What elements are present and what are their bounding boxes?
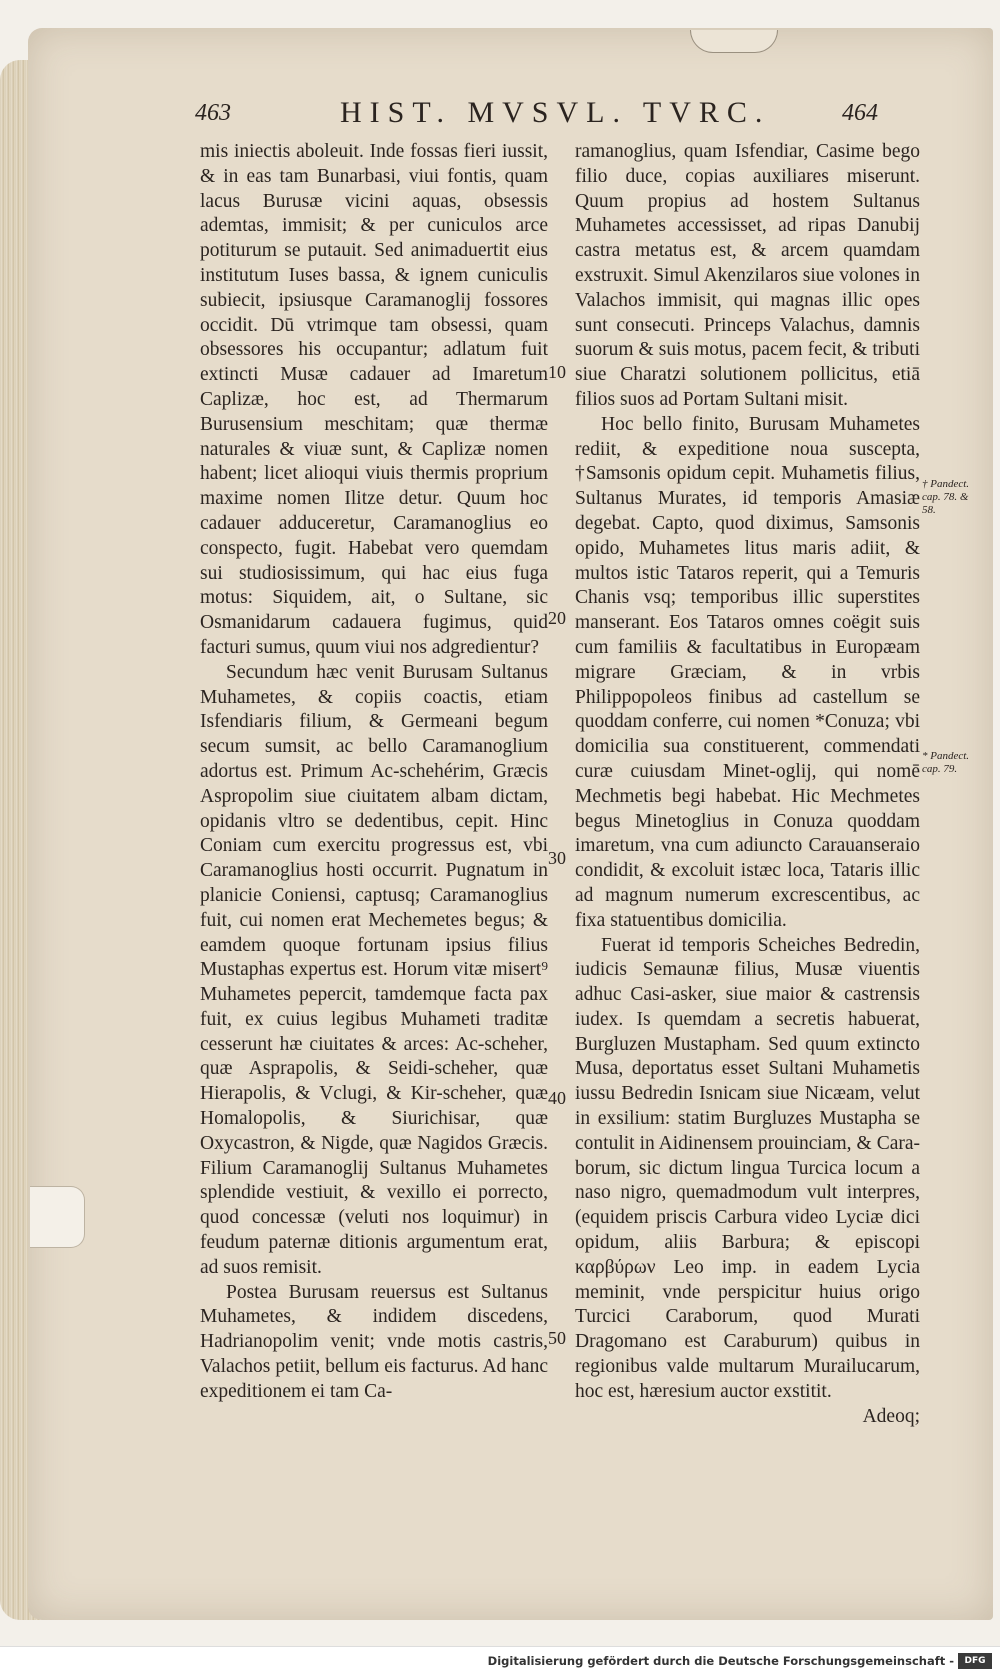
right-paragraph-3: Fuerat id temporis Scheiches Bedredin, iudicis Semaunæ filius, Musæ viuentis adhuc Casi-asker, siue maior & castrensis iudex. Is quemdam a secretis habuerat, Burgluzen Mustapham. Sed quum extincto Musa, deportatus esset Sultani Muhametis iussu Bedredin Isnicam siue Nicæam, velut in exsilium: statim Burgluzes Mustapha se contulit in Aidinensem prouinciam, & Cara-borum, sic dictum lingua Turcica locum a naso nigro, quemadmodum vult interpres, (equidem priscis Carbura video Lyciæ dici opidum, aliis Barbura; & episcopi καρβύρων Leo imp. in eadem Lycia meminit, vnde perspicitur huius origo Turcici Caraborum, quod Murati Dragomano est Caraburum) quibus in regionibus valde multarum Murailucarum, hoc est, hæresium auctor exstitit.: [575, 934, 920, 1402]
line-number-50: 50: [548, 1328, 566, 1348]
left-column: [200, 140, 548, 1405]
margin-note-pandect-78: † Pandect. cap. 78. & 58.: [922, 478, 970, 516]
line-number-10: 10: [548, 362, 566, 382]
catchword: Adeoq;: [862, 1405, 920, 1427]
digitization-footer: [0, 1646, 1000, 1677]
line-number-20: 20: [548, 608, 566, 628]
page-number-left: 463: [195, 100, 231, 126]
dfg-logo-icon: DFG: [958, 1653, 992, 1669]
right-column: [575, 140, 920, 1429]
line-number-40: 40: [548, 1088, 566, 1108]
right-paragraph-1: ramanoglius, quam Isfendiar, Casime bego filio duce, copias auxiliares miserunt. Quum propius ad hostem Sultanus Muhametes accessisset, ad ripas Danubij castra metatus est, & arcem quamdam exstruxit. Simul Akenzilaros siue volones in Valachos immisit, qui magnas illic opes sunt consecuti. Princeps Valachus, damnis suorum & suis motus, pacem fecit, & tributi siue Charatzi solutionem pollicitus, etiā filios suos ad Portam Sultani misit.: [575, 141, 920, 410]
margin-note-pandect-79: * Pandect. cap. 79.: [922, 750, 970, 775]
left-paragraph-3: Postea Burusam reuersus est Sultanus Muhametes, & indidem discedens, Hadrianopolim venit; vnde motis castris, Valachos petiit, bellum eis facturus. Ad hanc expeditionem ei tam Ca-: [200, 1281, 548, 1402]
right-paragraph-2: Hoc bello finito, Burusam Muhametes rediit, & expeditione noua suscepta, †Samsonis opidum cepit. Muhametis filius, Sultanus Murates, id temporis Amasiæ degebat. Capto, quod diximus, Samsonis opido, Muhametes litus maris adiit, & multos istic Tataros reperit, qui a Temuris Chanis vsq; temporibus illic superstites manserant. Eos Tataros omnes coëgit suis cum familiis & facultatibus in Europæam migrare Græciam, & in vrbis Philippopoleos finibus ad castellum se quoddam conferre, cui nomen *Conuza; vbi domicilia sua constituerent, commendati curæ cuiusdam Minet-oglij, qui nomē Mechmetis begi habebat. Hic Mechmetes begus Minetoglius in Conuza quoddam imaretum, vna cum adiuncto Carauanseraio condidit, & excoluit istæc loca, Tataris illic ad magnum numerum excrescentibus, ac fixa statuentibus domicilia.: [575, 413, 920, 931]
page-header: [0, 96, 1000, 136]
line-number-30: 30: [548, 848, 566, 868]
bookmark-strip: [30, 1186, 85, 1248]
footer-credit: Digitalisierung gefördert durch die Deutsche Forschungsgemeinschaft -: [487, 1654, 954, 1668]
page-tab-mark: [690, 30, 778, 53]
page-number-right: 464: [842, 100, 878, 126]
left-paragraph-1: mis iniectis aboleuit. Inde fossas fieri iussit, & in eas tam Bunarbasi, viui fontis, quam lacus Burusæ vicini aquas, obsessis ademtas, immisit; & per cuniculos arce potiturum se putauit. Sed animaduertit eius institutum Iuses bassa, & ignem cuniculis subiecit, ipsiusque Caramanoglij fossores occidit. Dū vtrimque tam obsessi, quam obsessores his occupantur; adlatum fuit extincti Musæ cadauer ad Imaretum Caplizæ, hoc est, ad Thermarum Burusensium meschitam; quæ thermæ naturales & viuæ sunt, & Caplizæ nomen habent; licet alioqui viuis thermis proprium maxime nomen Ilitze detur. Quum hoc cadauer adduceretur, Caramanoglius eo conspecto, fugit. Habebat vero quemdam sui studiosissimum, qui hac eius fuga motus: Siquidem, ait, o Sultane, sic Osmanidarum cadauera fugimus, quid facturi sumus, quum viui nos adgredientur?: [200, 141, 548, 658]
left-paragraph-2: Secundum hæc venit Burusam Sultanus Muhametes, & copiis coactis, etiam Isfendiaris filium, & Germeani begum secum sumsit, ac bello Caramanoglium adortus est. Primum Ac-schehérim, Græcis Aspropolim siue ciuitatem albam dictam, opidanis vltro se dedentibus, cepit. Hinc Coniam cum exercitu progressus est, vbi Caramanoglius hosti occurrit. Pugnatum in planicie Coniensi, captusq; Caramanoglius fuit, cui nomen erat Mechemetes begus; & eamdem quoque fortunam ipsius filius Mustaphas expertus est. Horum vitæ misert⁹ Muhametes pepercit, tamdemque facta pax fuit, ex cuius legibus Muhameti traditæ cesserunt hæ ciuitates & arces: Ac-scheher, quæ Asprapolis, & Seidi-scheher, quæ Hierapolis, & Vclugi, & Kir-scheher, quæ Homalopolis, & Siurichisar, quæ Oxycastron, & Nigde, quæ Nagidos Græcis. Filium Caramanoglij Sultanus Muhametes splendide vestiuit, & vexillo ei porrecto, quod concessæ (veluti nos loquimur) in feudum paternæ ditionis argumentum erat, ad suos remisit.: [200, 661, 548, 1278]
running-title: HIST. MVSVL. TVRC.: [340, 96, 771, 129]
